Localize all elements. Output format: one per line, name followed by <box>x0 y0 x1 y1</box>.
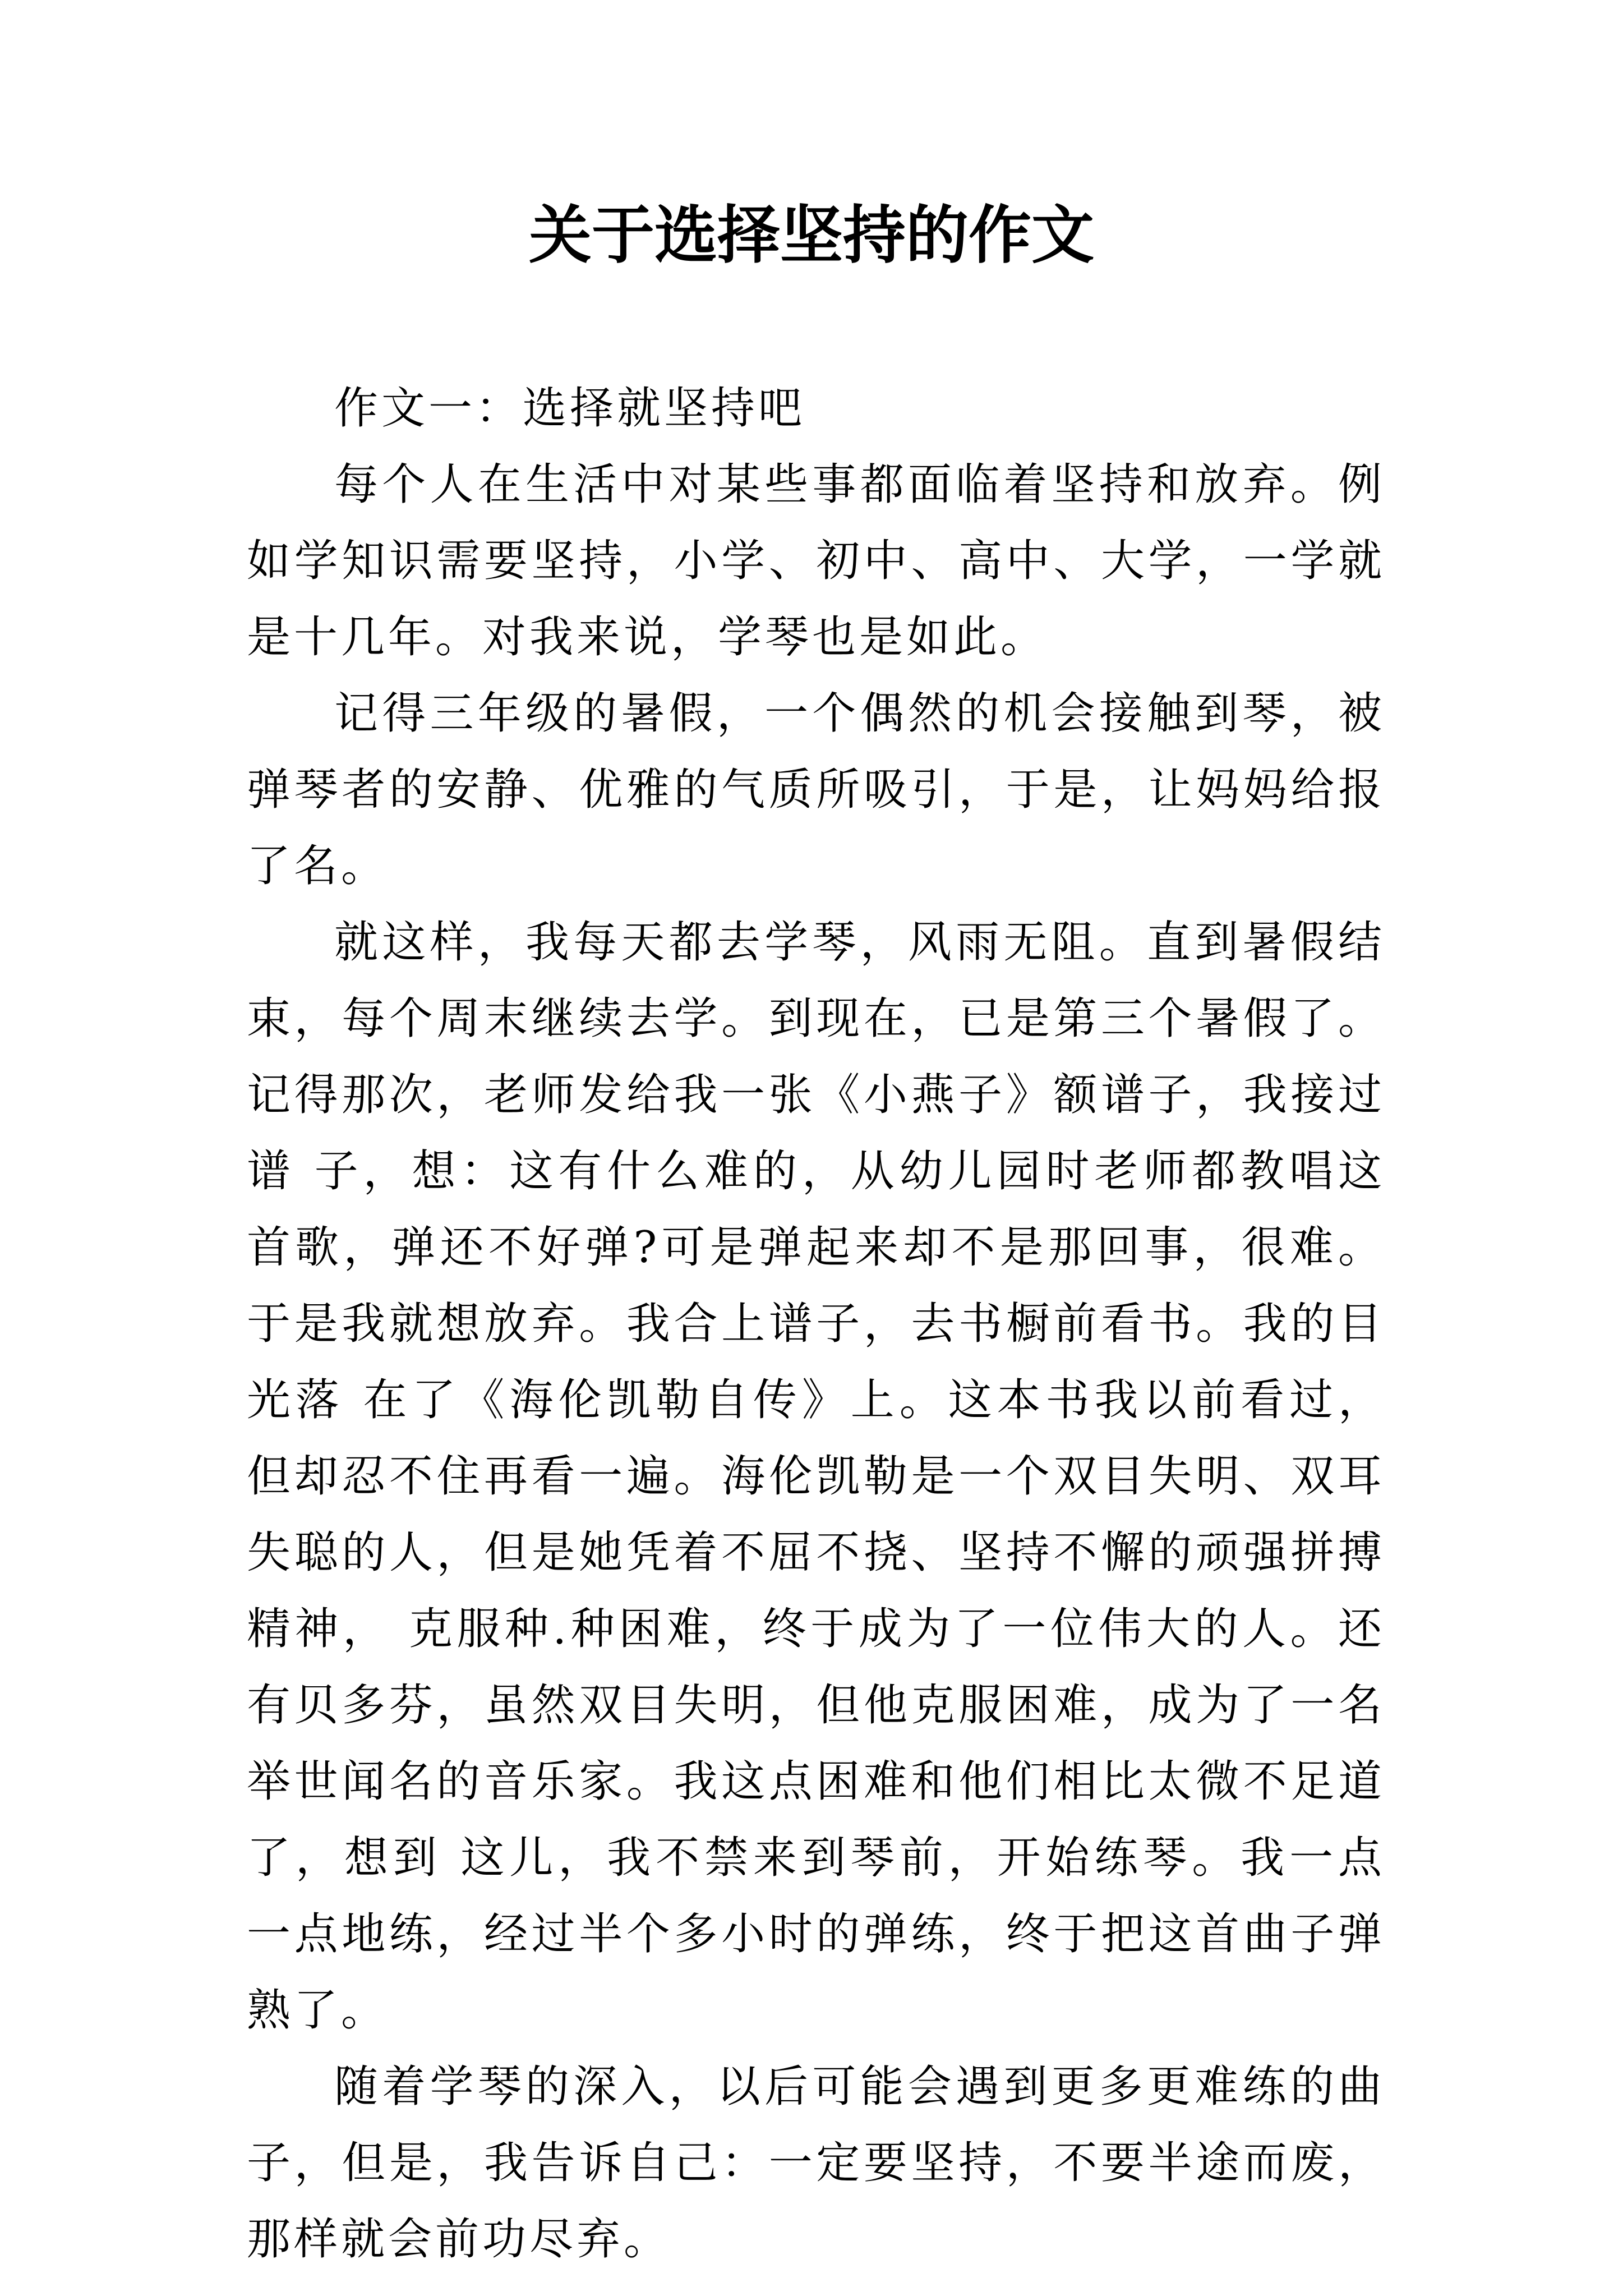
paragraph: 就这样，我每天都去学琴，风雨无阻。直到暑假结束，每个周末继续去学。到现在，已是第三个暑假了。记得那次，老师发给我一张《小燕子》额谱子，我接过谱 子，想：这有什么难的，从幼儿园时老师都教唱这首歌，弹还不好弹?可是弹起来却不是那回事，很难。于是我就想放弃。我合上谱子，去书橱前看书。我的目光落 在了《海伦凯勒自传》上。这本书我以前看过，但却忍不住再看一遍。海伦凯勒是一个双目失明、双耳失聪的人，但是她凭着不屈不挠、坚持不懈的顽强拼搏精神， 克服种.种困难，终于成为了一位伟大的人。还有贝多芬，虽然双目失明，但他克服困难，成为了一名举世闻名的音乐家。我这点困难和他们相比太微不足道了，想到 这儿，我不禁来到琴前，开始练琴。我一点一点地练，经过半个多小时的弹练，终于把这首曲子弹熟了。 <box>247 917 1385 2036</box>
paragraph: 随着学琴的深入，以后可能会遇到更多更难练的曲子，但是，我告诉自己：一定要坚持，不要半途而废，那样就会前功尽弃。 <box>247 2062 1385 2265</box>
section-heading: 作文一：选择就坚持吧 <box>334 383 806 434</box>
document-body <box>247 370 1385 2277</box>
paragraph: 每个人在生活中对某些事都面临着坚持和放弃。例如学知识需要坚持，小学、初中、高中、大学，一学就是十几年。对我来说，学琴也是如此。 <box>247 459 1385 662</box>
paragraph: 记得三年级的暑假，一个偶然的机会接触到琴，被弹琴者的安静、优雅的气质所吸引，于是，让妈妈给报了名。 <box>247 688 1385 891</box>
document-title: 关于选择坚持的作文 <box>529 199 1094 272</box>
